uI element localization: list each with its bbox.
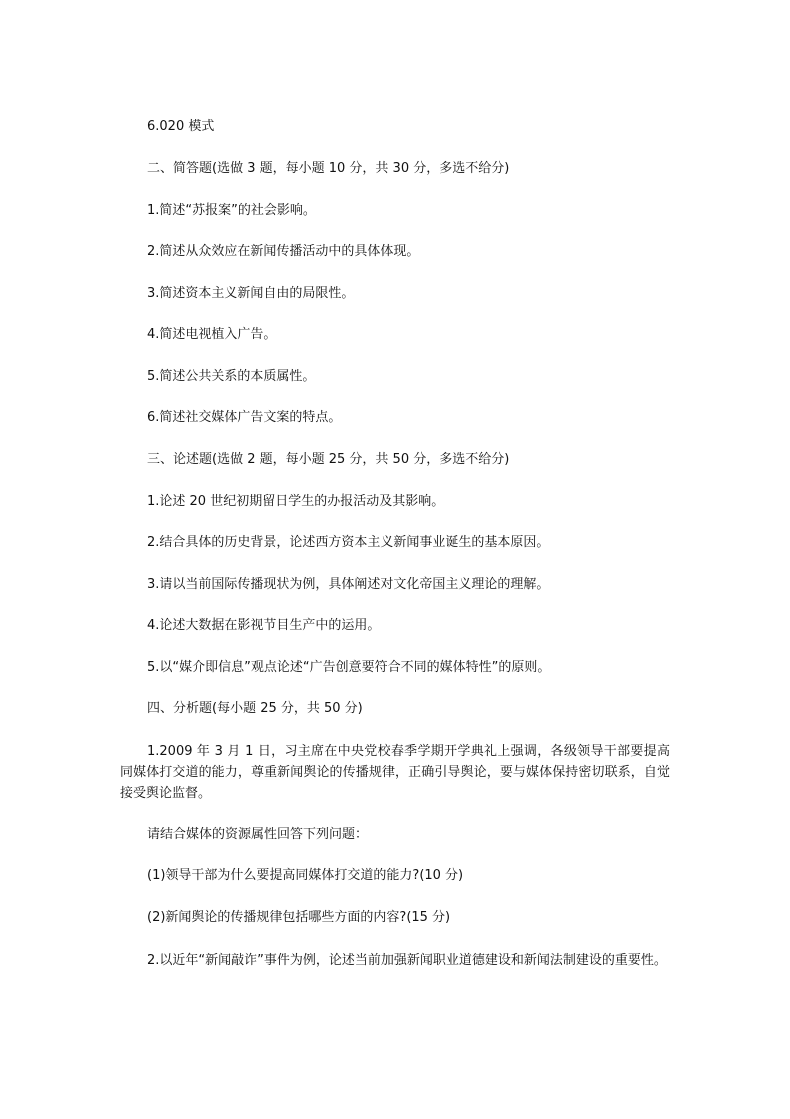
section-heading-analysis: 四、分析题(每小题 25 分，共 50 分) <box>147 701 363 716</box>
question-item: 6.简述社交媒体广告文案的特点。 <box>147 410 342 425</box>
question-item: 4.简述电视植入广告。 <box>147 327 277 342</box>
analysis-question-1-prompt: 请结合媒体的资源属性回答下列问题： <box>147 827 369 842</box>
question-item: 2.结合具体的历史背景，论述西方资本主义新闻事业诞生的基本原因。 <box>147 535 550 550</box>
question-item: 3.简述资本主义新闻自由的局限性。 <box>147 286 355 301</box>
section-heading-essay: 三、论述题(选做 2 题，每小题 25 分，共 50 分，多选不给分) <box>147 452 510 467</box>
sub-question: (2)新闻舆论的传播规律包括哪些方面的内容?(15 分) <box>147 910 451 925</box>
question-item: 5.简述公共关系的本质属性。 <box>147 369 316 384</box>
question-item: 3.请以当前国际传播现状为例，具体阐述对文化帝国主义理论的理解。 <box>147 577 550 592</box>
question-item: 2.简述从众效应在新闻传播活动中的具体体现。 <box>147 244 420 259</box>
analysis-question-2-text: 2.以近年“新闻敲诈”事件为例，论述当前加强新闻职业道德建设和新闻法制建设的重要性。 <box>147 953 667 968</box>
analysis-question-1-text: 1.2009 年 3 月 1 日，习主席在中央党校春季学期开学典礼上强调，各级领导干部要提高同媒体打交道的能力，尊重新闻舆论的传播规律，正确引导舆论，要与媒体保持密切联系，自觉接受舆论监督。 <box>120 744 670 801</box>
section-heading-short-answer: 二、简答题(选做 3 题，每小题 10 分，共 30 分，多选不给分) <box>147 161 510 176</box>
question-item: 4.论述大数据在影视节目生产中的运用。 <box>147 618 381 633</box>
question-item: 1.论述 20 世纪初期留日学生的办报活动及其影响。 <box>147 494 445 509</box>
question-item: 5.以“媒介即信息”观点论述“广告创意要符合不同的媒体特性”的原则。 <box>147 660 551 675</box>
mode-line: 6.020 模式 <box>147 119 215 134</box>
sub-question: (1)领导干部为什么要提高同媒体打交道的能力?(10 分) <box>147 868 464 883</box>
question-item: 1.简述“苏报案”的社会影响。 <box>147 203 316 218</box>
